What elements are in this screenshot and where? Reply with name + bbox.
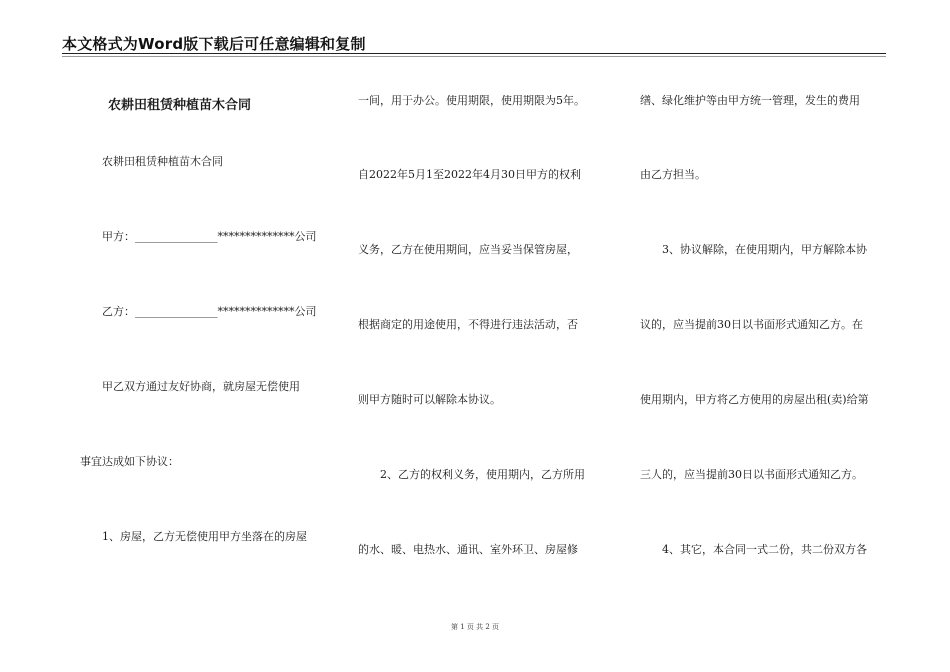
column-3-line-3: 3、协议解除，在使用期内，甲方解除本协 — [662, 243, 867, 256]
contract-title: 农耕田租赁种植苗木合同 — [108, 98, 252, 113]
column-3-line-4: 议的，应当提前30日以书面形式通知乙方。在 — [640, 318, 863, 331]
page-number: 第 1 页 共 2 页 — [450, 623, 500, 631]
column-1-line-5: 事宜达成如下协议： — [80, 455, 179, 468]
column-2-line-6: 2、乙方的权利义务，使用期内，乙方所用 — [380, 468, 585, 481]
column-1-line-6: 1、房屋，乙方无偿使用甲方坐落在的房屋 — [102, 530, 307, 543]
header-divider — [62, 53, 886, 54]
column-2-line-7: 的水、暖、电热水、通讯、室外环卫、房屋修 — [358, 543, 578, 556]
party-b-line: 乙方：_______________**************公司 — [102, 305, 317, 318]
column-3-line-5: 使用期内，甲方将乙方使用的房屋出租(卖)给第 — [640, 393, 869, 406]
column-2-line-5: 则甲方随时可以解除本协议。 — [358, 393, 501, 406]
column-3-line-7: 4、其它，本合同一式二份，共二份双方各 — [662, 543, 867, 556]
column-1-line-4: 甲乙双方通过友好协商，就房屋无偿使用 — [102, 380, 300, 393]
column-2-line-3: 义务，乙方在使用期间，应当妥当保管房屋， — [358, 243, 578, 256]
column-2-line-4: 根据商定的用途使用，不得进行违法活动，否 — [358, 318, 578, 331]
column-3-line-6: 三人的，应当提前30日以书面形式通知乙方。 — [640, 468, 863, 481]
column-3-line-2: 由乙方担当。 — [640, 168, 706, 181]
column-2-line-1: 一间，用于办公。使用期限，使用期限为5年。 — [358, 94, 585, 107]
column-3-line-1: 缮、绿化维护等由甲方统一管理，发生的费用 — [640, 94, 860, 107]
party-a-line: 甲方：_______________**************公司 — [102, 230, 317, 243]
header-divider-secondary — [62, 56, 886, 57]
column-1-line-1: 农耕田租赁种植苗木合同 — [102, 155, 223, 168]
document-header-title: 本文格式为Word版下载后可任意编辑和复制 — [62, 35, 366, 53]
column-2-line-2: 自2022年5月1至2022年4月30日甲方的权利 — [358, 168, 581, 181]
